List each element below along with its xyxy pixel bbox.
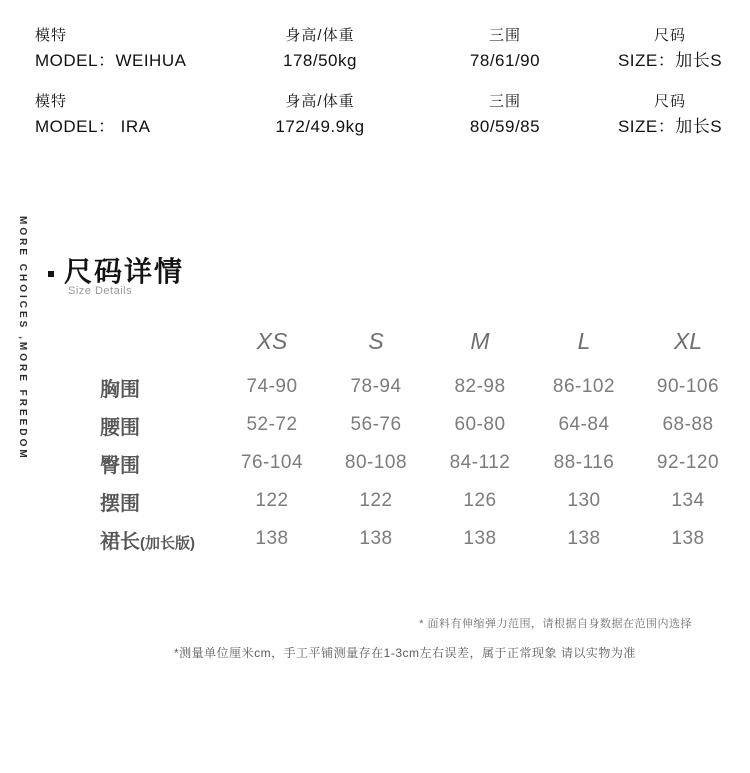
row-label [100, 373, 220, 402]
column-header-xs: XS [256, 327, 288, 354]
cell-value: 138 [567, 528, 601, 549]
cell-value: 138 [255, 528, 289, 549]
row-label [100, 411, 220, 440]
cell-value: 86-102 [552, 376, 616, 397]
cell-value: 68-88 [662, 414, 714, 435]
model-name-cell [0, 90, 220, 140]
section-title: 尺码详情 [64, 256, 185, 287]
height-weight-cell [220, 24, 420, 74]
row-label [100, 449, 220, 478]
table-row-skirt-length [100, 520, 740, 558]
cell-value: 56-76 [350, 414, 402, 435]
measurement-note: *测量单位厘米cm，手工平铺测量存在1-3cm左右误差，属于正常现象 请以实物为准 [174, 646, 636, 660]
row-label-text: 胸围 [100, 378, 140, 401]
height-weight-cell [220, 90, 420, 140]
bwh-cell [420, 24, 590, 74]
height-weight-value: 172/49.9kg [275, 117, 365, 136]
cell-value: 138 [359, 528, 393, 549]
cell-value: 82-98 [454, 376, 506, 397]
model-label-cn: 模特 [35, 93, 68, 110]
table-row-hem [100, 482, 740, 520]
cell-value: 130 [567, 490, 601, 511]
cell-value: 126 [463, 490, 497, 511]
size-cell [590, 24, 750, 74]
cell-value: 122 [255, 490, 289, 511]
bwh-label: 三围 [488, 27, 521, 44]
bullet-square-icon [48, 271, 54, 277]
column-header-xl: XL [673, 327, 703, 354]
cell-value: 88-116 [553, 452, 615, 473]
cell-value: 122 [359, 490, 393, 511]
cell-value: 78-94 [350, 376, 402, 397]
cell-value: 92-120 [656, 452, 720, 473]
row-label [100, 525, 220, 554]
row-label-suffix: (加长版) [140, 534, 195, 552]
row-label-text: 裙长 [100, 530, 140, 553]
model-row-weihua [0, 24, 750, 74]
height-weight-value: 178/50kg [283, 51, 357, 70]
column-header-m: M [470, 327, 490, 354]
row-label [100, 487, 220, 516]
vertical-slogan: MORE CHOICES ,MORE FREEDOM [17, 216, 28, 461]
size-cell [590, 90, 750, 140]
cell-value: 74-90 [246, 376, 298, 397]
cell-value: 84-112 [449, 452, 511, 473]
size-label: 尺码 [653, 93, 686, 110]
model-name-value: MODEL：WEIHUA [35, 51, 187, 70]
height-weight-label: 身高/体重 [285, 27, 355, 44]
section-subtitle: Size Details [68, 285, 133, 297]
size-value: SIZE：加长S [617, 51, 723, 70]
cell-value: 64-84 [558, 414, 610, 435]
row-label-text: 臀围 [100, 454, 140, 477]
height-weight-label: 身高/体重 [285, 93, 355, 110]
size-value: SIZE：加长S [617, 117, 723, 136]
model-name-cell [0, 24, 220, 74]
cell-value: 138 [463, 528, 497, 549]
table-row-bust [100, 368, 740, 406]
table-header-row [100, 326, 740, 356]
bwh-label: 三围 [488, 93, 521, 110]
model-name-value: MODEL： IRA [35, 117, 151, 136]
cell-value: 60-80 [454, 414, 506, 435]
cell-value: 52-72 [246, 414, 298, 435]
size-label: 尺码 [653, 27, 686, 44]
table-row-hip [100, 444, 740, 482]
model-label-cn: 模特 [35, 27, 68, 44]
row-label-text: 腰围 [100, 416, 140, 439]
cell-value: 134 [671, 490, 705, 511]
cell-value: 90-106 [656, 376, 720, 397]
table-row-waist [100, 406, 740, 444]
cell-value: 80-108 [344, 452, 408, 473]
bwh-value: 80/59/85 [469, 117, 541, 136]
bwh-value: 78/61/90 [469, 51, 541, 70]
cell-value: 76-104 [240, 452, 304, 473]
row-label-text: 摆围 [100, 492, 140, 515]
bwh-cell [420, 90, 590, 140]
column-header-l: L [577, 327, 591, 354]
size-details-table [100, 326, 740, 558]
cell-value: 138 [671, 528, 705, 549]
model-row-ira [0, 90, 750, 140]
column-header-s: S [368, 327, 384, 354]
fabric-note: * 面料有伸缩弹力范围，请根据自身数据在范围内选择 [419, 618, 692, 630]
model-info-section [0, 24, 750, 156]
